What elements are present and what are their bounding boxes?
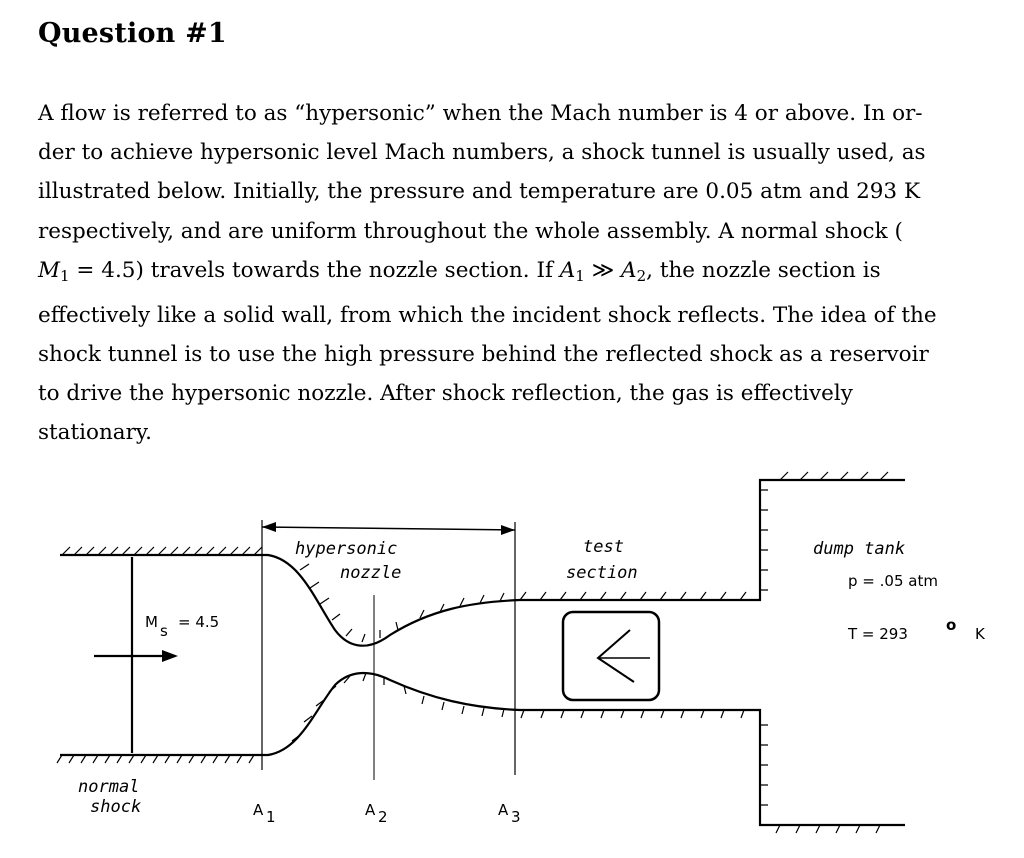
label-degree: o	[946, 616, 957, 634]
label-a2-sub: 2	[378, 808, 388, 826]
label-hypersonic: hypersonic	[295, 539, 398, 559]
label-a2: A	[365, 801, 376, 819]
dimension-arrowhead-left	[262, 522, 276, 532]
body-line-5-rest: , the nozzle section is	[646, 257, 881, 283]
dimension-arrowhead-right	[501, 525, 515, 535]
question-title: Question #1	[38, 18, 227, 49]
label-normal: normal	[78, 777, 140, 797]
nozzle-extent-line	[262, 527, 515, 530]
label-section: section	[566, 563, 638, 583]
label-temperature: T = 293	[848, 625, 908, 643]
body-line-6: effectively like a solid wall, from which the incident shock reflects. The idea of the	[38, 302, 937, 328]
label-nozzle: nozzle	[340, 563, 402, 583]
hatch-lower	[57, 673, 880, 833]
shock-tunnel-diagram	[0, 470, 1024, 858]
body-line-1: A flow is referred to as “hypersonic” when the Mach number is 4 or above. In or-	[38, 101, 923, 126]
label-a3: A	[498, 801, 509, 819]
math-a2: A	[621, 257, 637, 283]
math-a1: A	[559, 257, 576, 283]
body-line-4: respectively, and are uniform throughout the whole assembly. A normal shock (	[38, 218, 903, 244]
math-a2-sub: 2	[636, 266, 647, 285]
body-line-5	[38, 251, 1013, 296]
label-a1: A	[253, 801, 264, 819]
label-mach-value: = 4.5	[178, 613, 220, 631]
label-dump-tank: dump tank	[813, 539, 906, 559]
label-mach-sub: s	[160, 622, 168, 640]
body-line-8: to drive the hypersonic nozzle. After shock reflection, the gas is effectively	[38, 381, 853, 407]
body-line-3: illustrated below. Initially, the pressure and temperature are 0.05 atm and 293 K	[38, 179, 921, 205]
math-m1-sub: 1	[60, 266, 70, 285]
math-m1: M	[38, 257, 61, 283]
body-line-2: der to achieve hypersonic level Mach numbers, a shock tunnel is usually used, as	[38, 140, 926, 166]
label-a1-sub: 1	[266, 808, 276, 826]
body-line-7: shock tunnel is to use the high pressure behind the reflected shock as a reservoir	[38, 341, 929, 367]
question-body	[38, 94, 1013, 453]
math-a1-sub: 1	[575, 266, 585, 285]
label-temperature-unit: K	[975, 625, 985, 643]
label-mach: M	[145, 613, 158, 631]
body-line-9: stationary.	[38, 420, 153, 446]
test-model-box	[563, 612, 659, 700]
label-a3-sub: 3	[511, 808, 521, 826]
flow-arrowhead	[162, 650, 178, 662]
label-pressure: p = .05 atm	[848, 572, 938, 590]
label-shock: shock	[90, 797, 142, 817]
body-line-5-eq: = 4.5) travels towards the nozzle section. If	[69, 257, 560, 283]
lower-wall	[60, 673, 905, 825]
test-model-shape	[598, 630, 634, 682]
label-test: test	[583, 537, 624, 557]
math-much-greater: ≫	[584, 257, 622, 283]
